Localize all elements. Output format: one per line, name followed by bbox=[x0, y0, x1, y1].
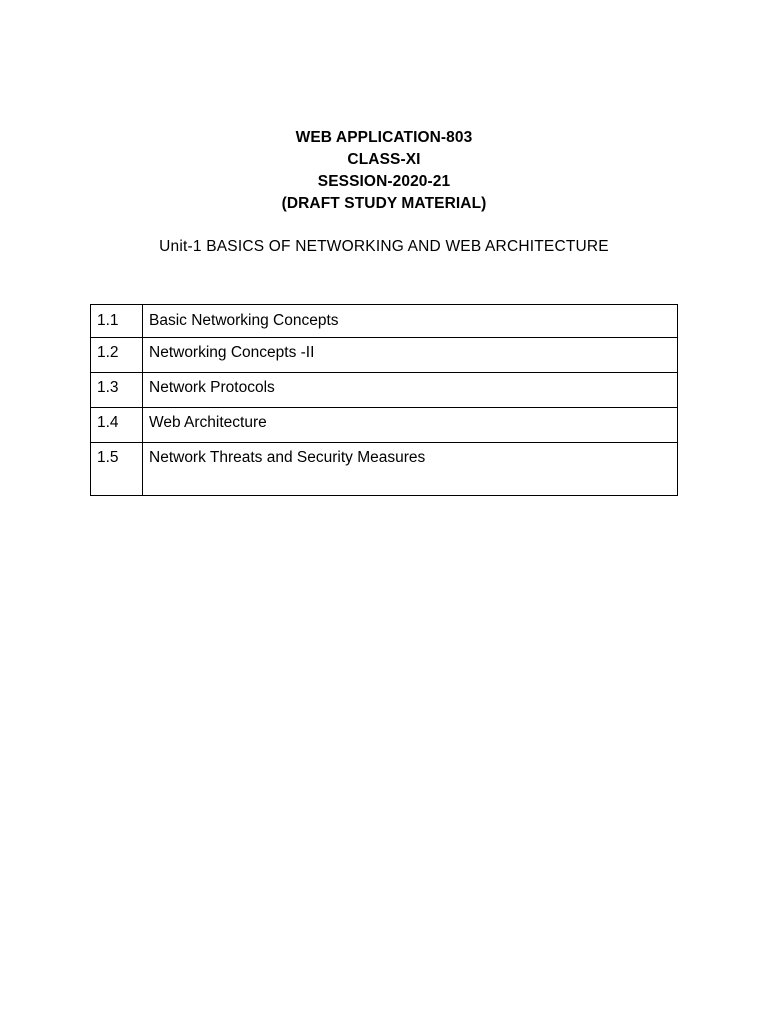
topic-title: Web Architecture bbox=[143, 408, 678, 443]
table-row bbox=[91, 443, 678, 496]
topic-title: Networking Concepts -II bbox=[143, 338, 678, 373]
topic-title: Network Protocols bbox=[143, 373, 678, 408]
unit-title: Unit-1 BASICS OF NETWORKING AND WEB ARCHITECTURE bbox=[159, 238, 609, 255]
topic-title: Basic Networking Concepts bbox=[143, 305, 678, 338]
topic-number: 1.4 bbox=[91, 408, 143, 443]
table-row bbox=[91, 408, 678, 443]
document-header bbox=[0, 127, 768, 215]
topic-number: 1.1 bbox=[91, 305, 143, 338]
subject-title: WEB APPLICATION-803 bbox=[295, 129, 473, 146]
class-title: CLASS-XI bbox=[347, 151, 421, 168]
topic-title: Network Threats and Security Measures bbox=[143, 443, 678, 496]
topic-number: 1.3 bbox=[91, 373, 143, 408]
topic-number: 1.5 bbox=[91, 443, 143, 496]
table-row bbox=[91, 305, 678, 338]
session-title: SESSION-2020-21 bbox=[317, 173, 451, 190]
table-row bbox=[91, 373, 678, 408]
draft-label: (DRAFT STUDY MATERIAL) bbox=[281, 195, 487, 212]
topic-number: 1.2 bbox=[91, 338, 143, 373]
contents-table bbox=[90, 304, 678, 496]
table-row bbox=[91, 338, 678, 373]
